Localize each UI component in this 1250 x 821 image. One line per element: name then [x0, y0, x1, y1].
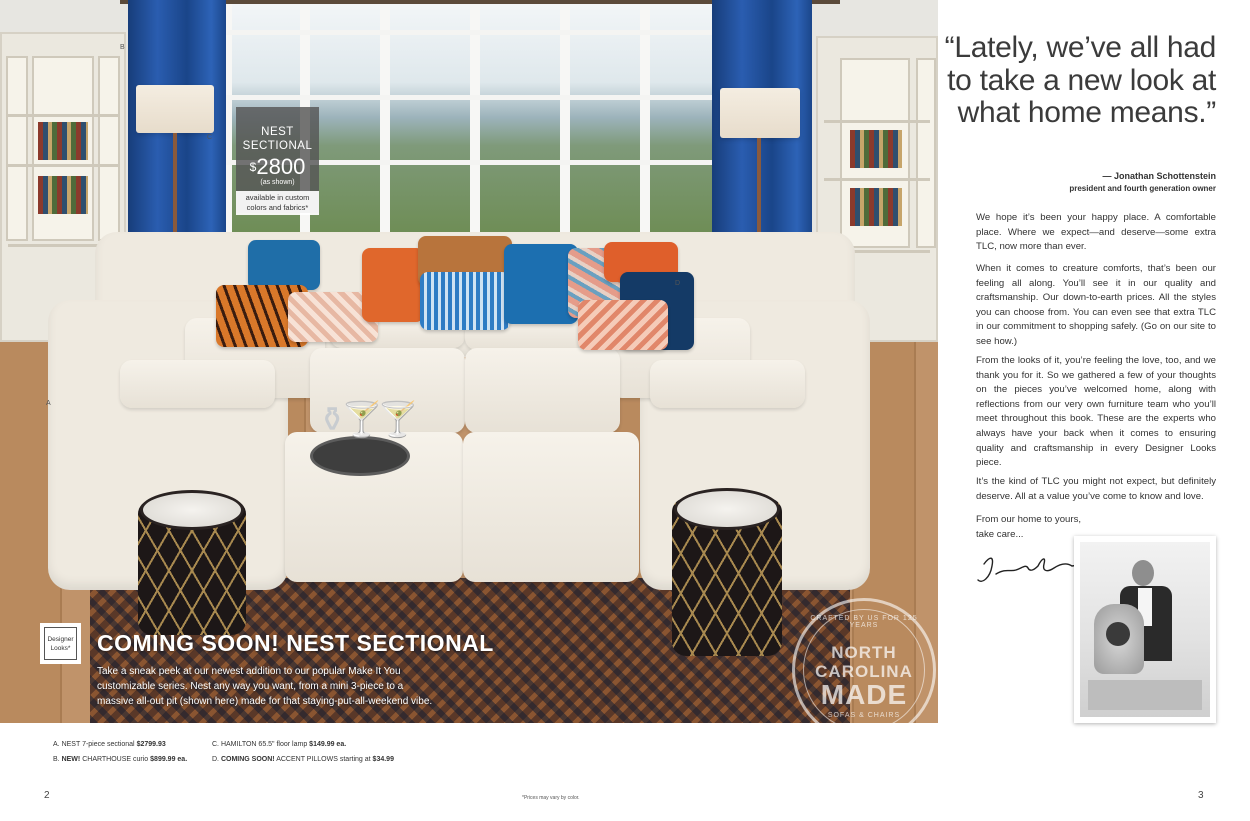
caption-price: $34.99 [372, 756, 394, 763]
fine-print: *Prices may vary by color. [522, 795, 580, 801]
letter-paragraph: We hope it’s been your happy place. A comfortable place. Where we expect—and deserve—some extra TLC, now more than ever. [976, 212, 1216, 253]
caption-item-a [53, 741, 166, 748]
window-mullion [560, 0, 570, 235]
blue-accent-pillow [248, 240, 320, 290]
letter-paragraph: When it comes to creature comforts, that’s been our feeling all along. You’ll see it in our quality and craftsmanship. Our down-to-earth prices. All the styles you can choose from. You can even see that extra TLC in our commitment to shopping safely. (Go on our site to see how.) [976, 263, 1216, 347]
price-tag-price [236, 155, 319, 179]
caption-item-b [53, 756, 187, 763]
letter-signoff: From our home to yours, take care... [976, 514, 1082, 540]
caption-letter: A. [53, 741, 60, 748]
window-mullion [640, 0, 650, 235]
marble-stool-top [140, 490, 244, 530]
price-tag-amount: 2800 [256, 154, 306, 179]
letter-paragraph: From the looks of it, you’re feeling the love, too, and we thank you for it. So we gathered a few of your thoughts on the pieces you’ve welcomed home, along with reflections from our very own furniture team who you’ll meet throughout this book. These are the experts who always have your back when it comes to ensuring quality and craftsmanship in every Designer Looks piece. [976, 355, 1216, 469]
price-tag-availability: available in custom colors and fabrics* [236, 191, 319, 215]
caption-item-c [212, 741, 346, 748]
window-mullion [380, 0, 390, 235]
seal-bottom-text: SOFAS & CHAIRS [827, 712, 901, 719]
hamilton-floor-lamp-shade [136, 85, 214, 133]
owner-portrait-photo [1074, 536, 1216, 723]
caption-text: NEST 7-piece sectional [61, 741, 135, 748]
designer-looks-logo [40, 623, 81, 664]
quote-attribution-name: — Jonathan Schottenstein [1102, 171, 1216, 181]
serving-tray [310, 436, 410, 476]
orange-accent-pillow [362, 248, 424, 322]
caption-text: HAMILTON 65.5" floor lamp [220, 741, 308, 748]
caption-price: $2799.93 [136, 741, 166, 748]
cocktail-glasses: ⚱🍸🍸 [318, 400, 414, 440]
caption-letter: D. [212, 756, 219, 763]
blue-stripe-pillow [420, 272, 510, 330]
caption-prefix: COMING SOON! [220, 756, 275, 763]
seal-top-text: CRAFTED BY US FOR 125 YEARS [810, 615, 918, 629]
hamilton-floor-lamp-shade [720, 88, 800, 138]
caption-price: $899.99 ea. [150, 756, 188, 763]
caption-text: ACCENT PILLOWS starting at [276, 756, 371, 763]
item-letter-c: C [207, 134, 213, 141]
price-tag-dollar-sign: $ [249, 160, 257, 174]
sectional-seat-cushion [465, 348, 620, 433]
designer-looks-logo-text: Designer Looks* [44, 627, 77, 660]
price-tag-product-name: NEST SECTIONAL [242, 126, 313, 152]
page-number-right: 3 [1198, 790, 1204, 801]
page-number-left: 2 [44, 790, 50, 801]
price-tag-as-shown: (as shown) [260, 179, 295, 186]
blue-accent-pillow [504, 244, 578, 324]
quote-attribution-title: president and fourth generation owner [1069, 184, 1216, 193]
coming-soon-description: Take a sneak peek at our newest addition to our popular Make It You customizable series. Nest any way you want, from a mini 3-piece to a massive all-out pit (shown here) made for that staying-put-all-weekend vibe. [97, 666, 433, 707]
caption-text: CHARTHOUSE curio [82, 756, 149, 763]
window-transom [222, 95, 722, 100]
caption-price: $149.99 ea. [309, 741, 347, 748]
caption-item-d [212, 756, 394, 763]
letter-paragraph: It’s the kind of TLC you might not expect, but definitely deserve. All at a value you’ve come to know and love. [976, 476, 1216, 502]
coral-pattern-pillow [578, 300, 668, 350]
item-letter-b: B [120, 44, 125, 51]
seal-made-text: MADE [820, 679, 908, 710]
seal-state-text: NORTH CAROLINA [815, 643, 913, 681]
coming-soon-headline: COMING SOON! NEST SECTIONAL [97, 630, 494, 656]
window-transom [222, 30, 722, 35]
caption-prefix: NEW! [61, 756, 81, 763]
sectional-back-cushion [120, 360, 275, 408]
sectional-back-cushion [650, 360, 805, 408]
sectional-ottoman [463, 432, 639, 582]
item-letter-a: A [46, 400, 51, 407]
pull-quote: “Lately, we’ve all had to take a new look at what home means.” [944, 31, 1216, 129]
caption-letter: C. [212, 741, 219, 748]
window-mullion [470, 0, 480, 235]
caption-letter: B. [53, 756, 60, 763]
north-carolina-made-seal [792, 598, 936, 723]
nest-sectional-price-tag [236, 107, 319, 213]
item-letter-d: D [675, 280, 681, 287]
marble-stool-top [674, 488, 780, 530]
